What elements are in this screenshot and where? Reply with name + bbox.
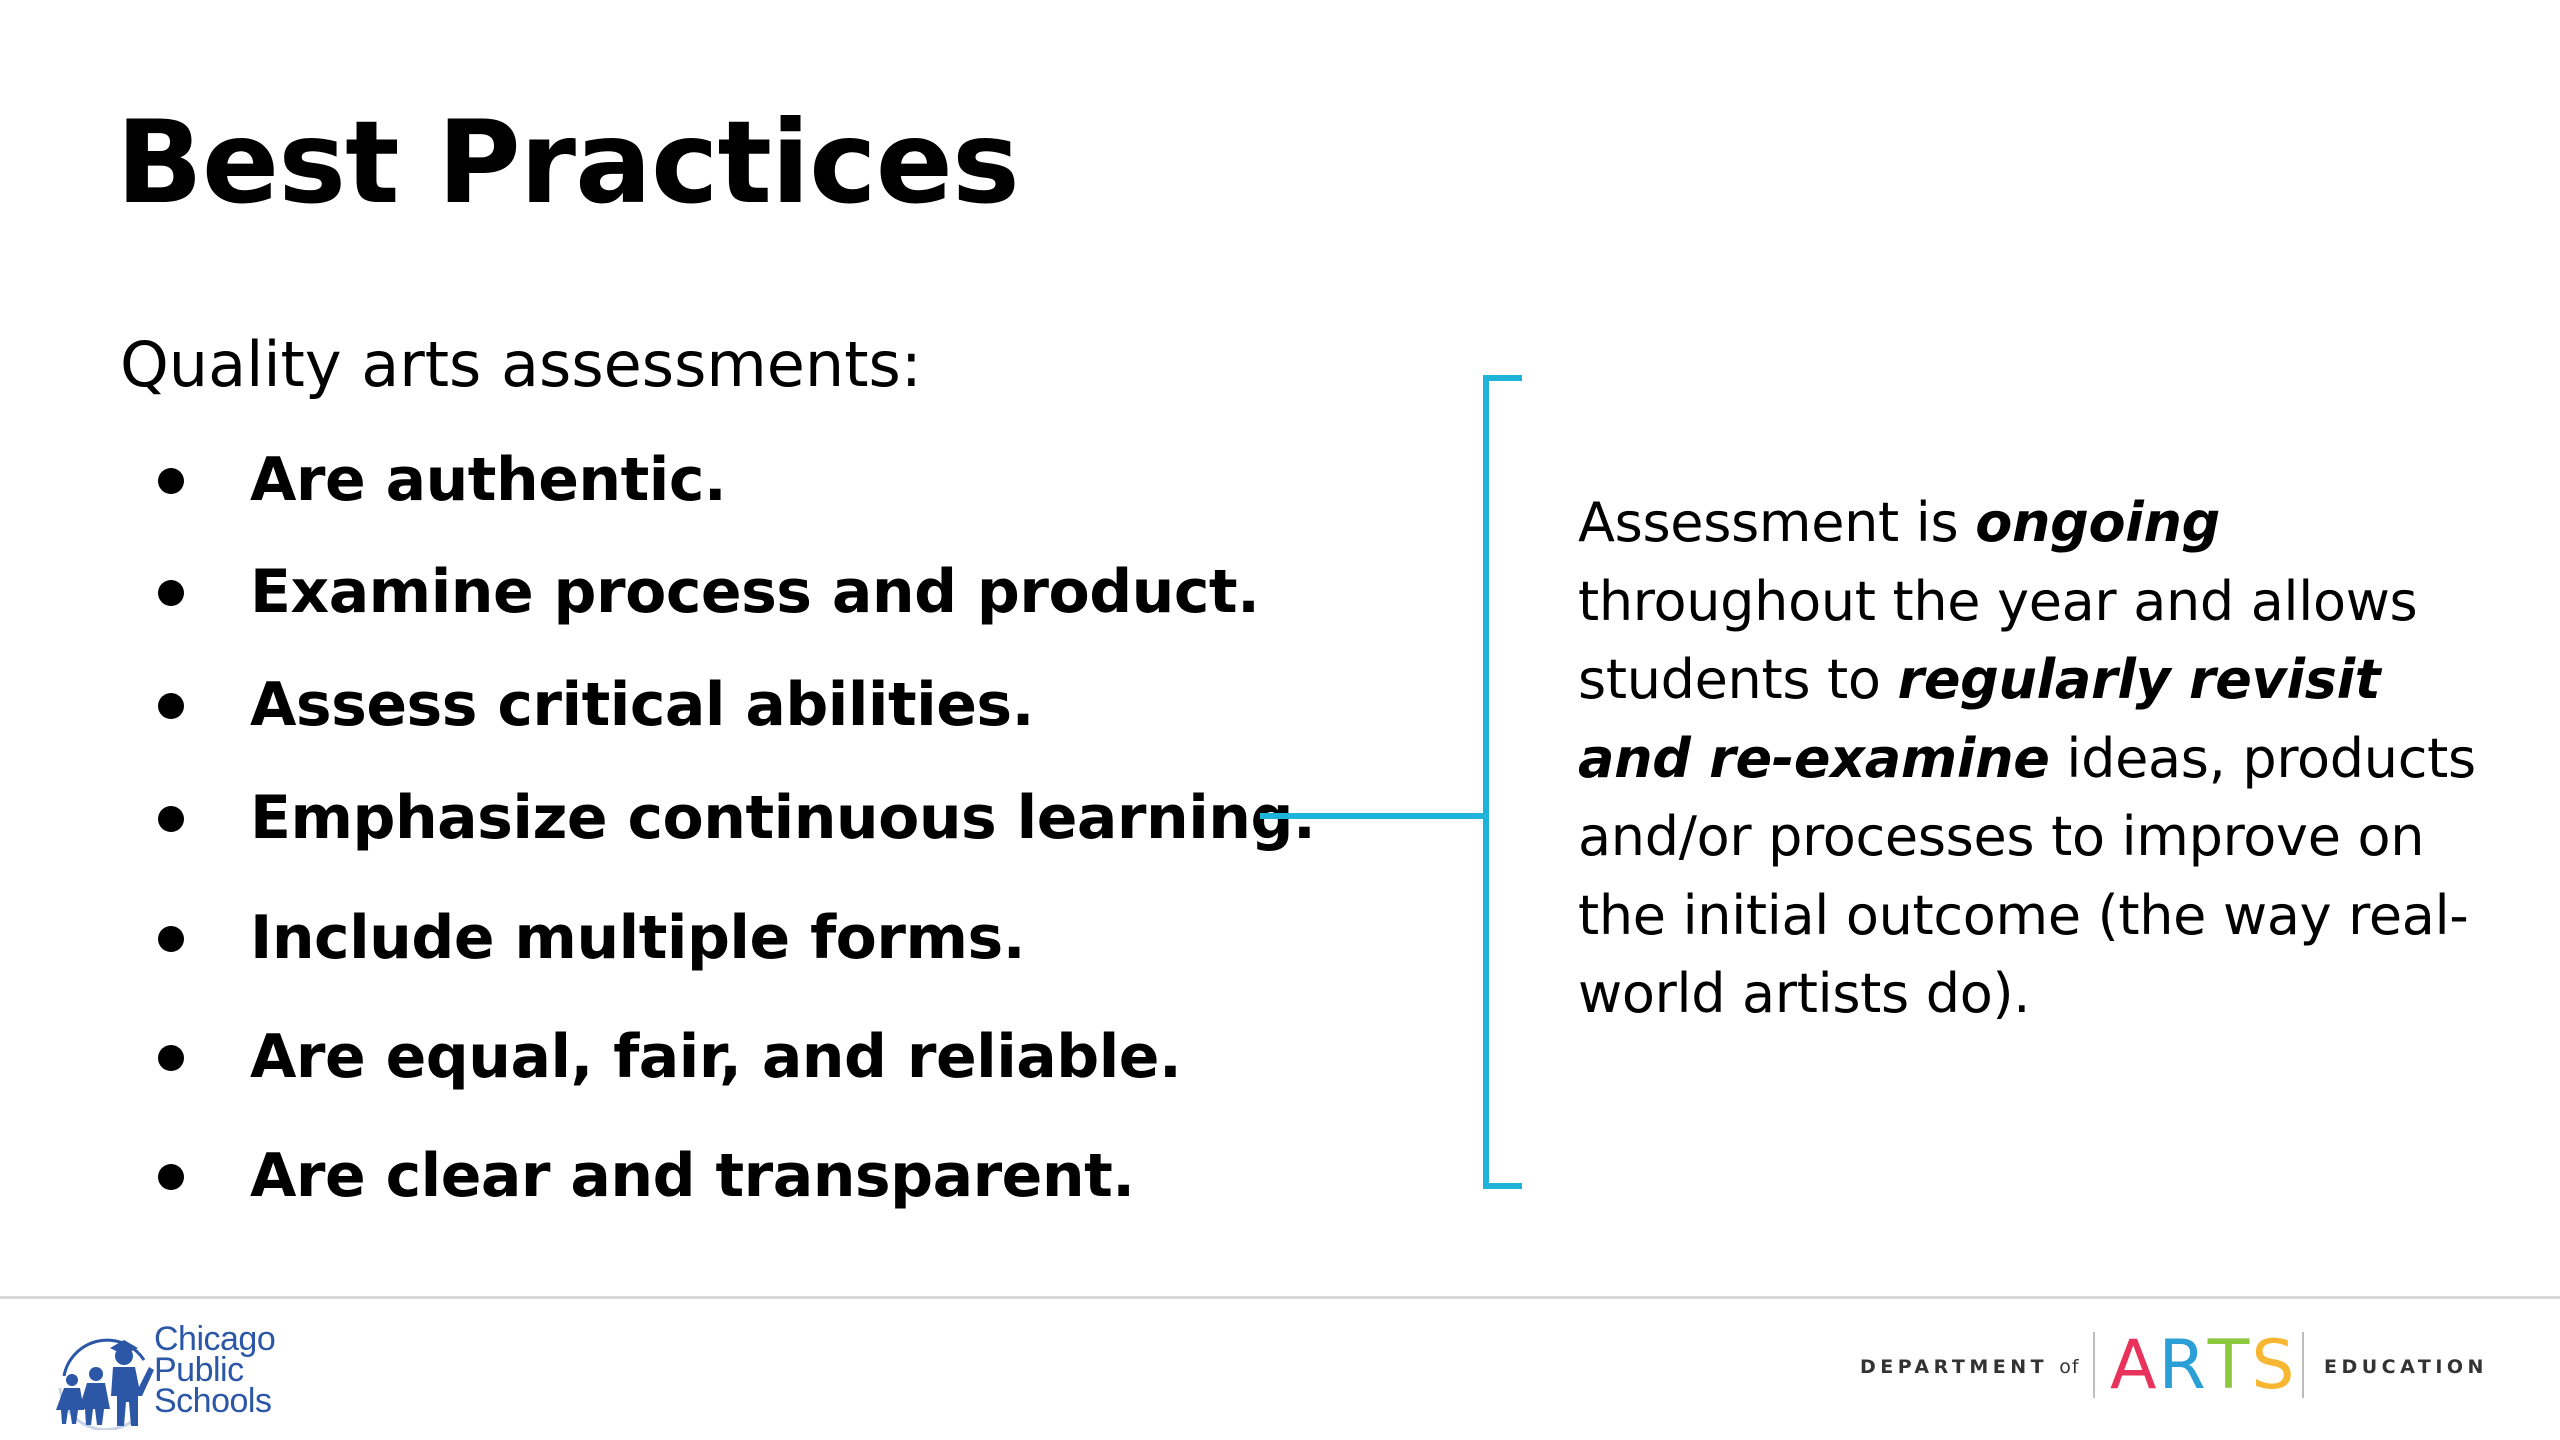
footer-divider — [0, 1296, 2560, 1299]
bullet-icon — [158, 1164, 184, 1190]
arts-letter-r: R — [2158, 1326, 2208, 1405]
arts-letter-s: S — [2251, 1326, 2297, 1405]
cps-wordmark — [154, 1320, 276, 1420]
dae-separator — [2093, 1332, 2095, 1398]
cps-line: Public — [154, 1351, 244, 1389]
cps-line: Schools — [154, 1382, 272, 1420]
bullet-icon — [158, 693, 184, 719]
dae-separator — [2302, 1332, 2304, 1398]
bullet-icon — [158, 1045, 184, 1071]
cps-line: Chicago — [154, 1320, 276, 1358]
callout-text — [1578, 484, 2478, 1034]
list-item-text: Are equal, fair, and reliable. — [250, 1022, 1182, 1092]
students-silhouette-icon — [50, 1310, 154, 1430]
bullet-icon — [158, 468, 184, 494]
list-item-text: Include multiple forms. — [250, 903, 1026, 973]
callout-segment: throughout the year and allows students to — [1578, 569, 2418, 711]
list-item-text: Examine process and product. — [250, 557, 1260, 627]
dae-department-word: DEPARTMENT — [1860, 1356, 2049, 1378]
dae-of-word: of — [2059, 1356, 2080, 1378]
bracket-shape — [1486, 378, 1522, 1186]
list-item-text: Emphasize continuous learning. — [250, 783, 1316, 853]
callout-paragraph — [1578, 484, 2478, 1034]
dae-department-label — [1860, 1356, 2080, 1378]
list-item-text: Are authentic. — [250, 445, 727, 515]
arts-letter-a: A — [2110, 1326, 2159, 1405]
callout-emphasis: ongoing — [1975, 491, 2221, 554]
bullet-icon — [158, 926, 184, 952]
callout-segment: ideas, products and/or processes to improve on the initial outcome (the way real-world artists do). — [1578, 726, 2476, 1025]
slide-title: Best Practices — [116, 96, 1019, 229]
intro-text: Quality arts assessments: — [120, 328, 922, 401]
bullet-icon — [158, 806, 184, 832]
dae-arts-wordmark — [2110, 1328, 2297, 1404]
arts-letter-t: T — [2207, 1326, 2252, 1405]
callout-emphasis: regularly revisit and re-examine — [1578, 648, 2381, 790]
bullet-icon — [158, 580, 184, 606]
callout-segment: Assessment is — [1578, 491, 1976, 554]
dae-education-label: EDUCATION — [2324, 1356, 2488, 1378]
bracket-connector — [1260, 370, 1540, 1200]
list-item-text: Assess critical abilities. — [250, 670, 1034, 740]
list-item-text: Are clear and transparent. — [250, 1141, 1135, 1211]
arts-education-logo — [1860, 1328, 2490, 1408]
cps-logo — [50, 1310, 300, 1430]
